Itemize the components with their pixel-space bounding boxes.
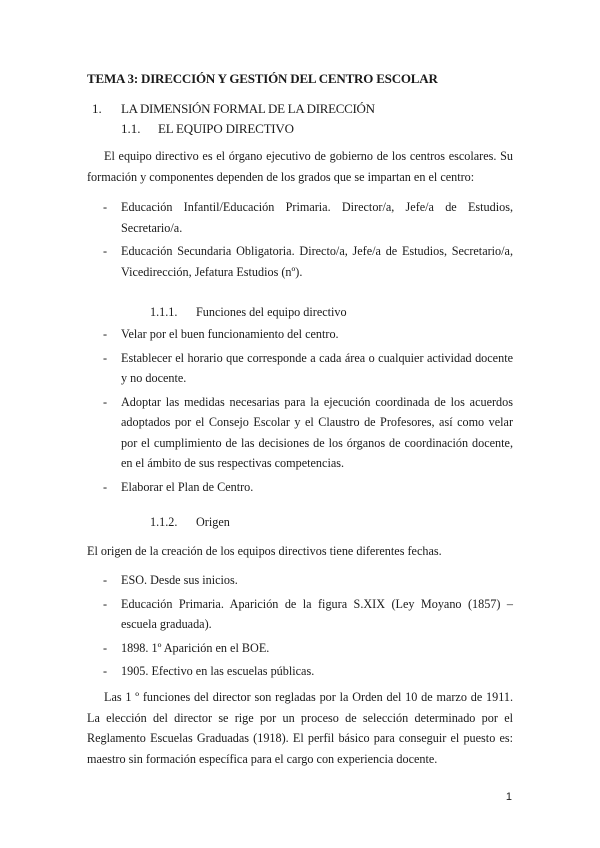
document-title: TEMA 3: DIRECCIÓN Y GESTIÓN DEL CENTRO ESCOLAR — [87, 71, 438, 86]
list-item: - 1905. Efectivo en las escuelas públicas. — [103, 664, 315, 678]
list-item: - Velar por el buen funcionamiento del centro. — [103, 327, 339, 341]
section-1-1-2-number: 1.1.2. — [150, 515, 178, 529]
list-item: - Educación Primaria. Aparición de la figura S.XIX (Ley Moyano (1857) – escuela graduada). — [103, 596, 513, 631]
section-1-1-number: 1.1. — [121, 121, 141, 136]
list-item: - Adoptar las medidas necesarias para la ejecución coordinada de los acuerdos adoptados por el Consejo Escolar y el Claustro de Profesores, así como velar por el cumplimiento de las decisiones de los órganos de coordinación docente, en el ámbito de sus respectivas competencias. — [103, 394, 513, 470]
list-item: - Establecer el horario que corresponde a cada área o cualquier actividad docente y no docente. — [103, 350, 513, 385]
functions-list — [87, 324, 513, 500]
section-1-heading: LA DIMENSIÓN FORMAL DE LA DIRECCIÓN — [121, 101, 375, 116]
list-item: - 1898. 1º Aparición en el BOE. — [103, 640, 270, 655]
section-1-1-2-heading: Origen — [196, 515, 230, 529]
closing-paragraph: Las 1 º funciones del director son regladas por la Orden del 10 de marzo de 1911. La elección del director se rige por un proceso de selección determinado por el Reglamento Escuelas Graduadas (1918). El perfil básico para conseguir el puesto es: maestro sin formación específica para el cargo con experiencia docente. — [87, 690, 513, 766]
intro-paragraph: El equipo directivo es el órgano ejecutivo de gobierno de los centros escolares. Su formación y componentes dependen de los grados que se impartan en el centro: — [87, 149, 513, 184]
page-number: 1 — [505, 791, 512, 803]
origin-intro-paragraph: El origen de la creación de los equipos directivos tiene diferentes fechas. — [87, 544, 442, 558]
list-item: - ESO. Desde sus inicios. — [103, 573, 238, 587]
origins-list — [87, 570, 513, 685]
list-item: - Educación Secundaria Obligatoria. Directo/a, Jefe/a de Estudios, Secretario/a, Vicedirección, Jefatura Estudios (nº). — [103, 244, 513, 279]
section-1-1-heading: EL EQUIPO DIRECTIVO — [158, 121, 294, 136]
section-1-1-1-number: 1.1.1. — [150, 305, 178, 319]
list-item: - Educación Infantil/Educación Primaria. Director/a, Jefe/a de Estudios, Secretario/a. — [103, 200, 513, 235]
section-1-1-1-heading: Funciones del equipo directivo — [196, 305, 347, 319]
list-item: - Elaborar el Plan de Centro. — [103, 479, 254, 494]
levels-list — [87, 197, 513, 285]
section-1-number: 1. — [92, 101, 102, 116]
